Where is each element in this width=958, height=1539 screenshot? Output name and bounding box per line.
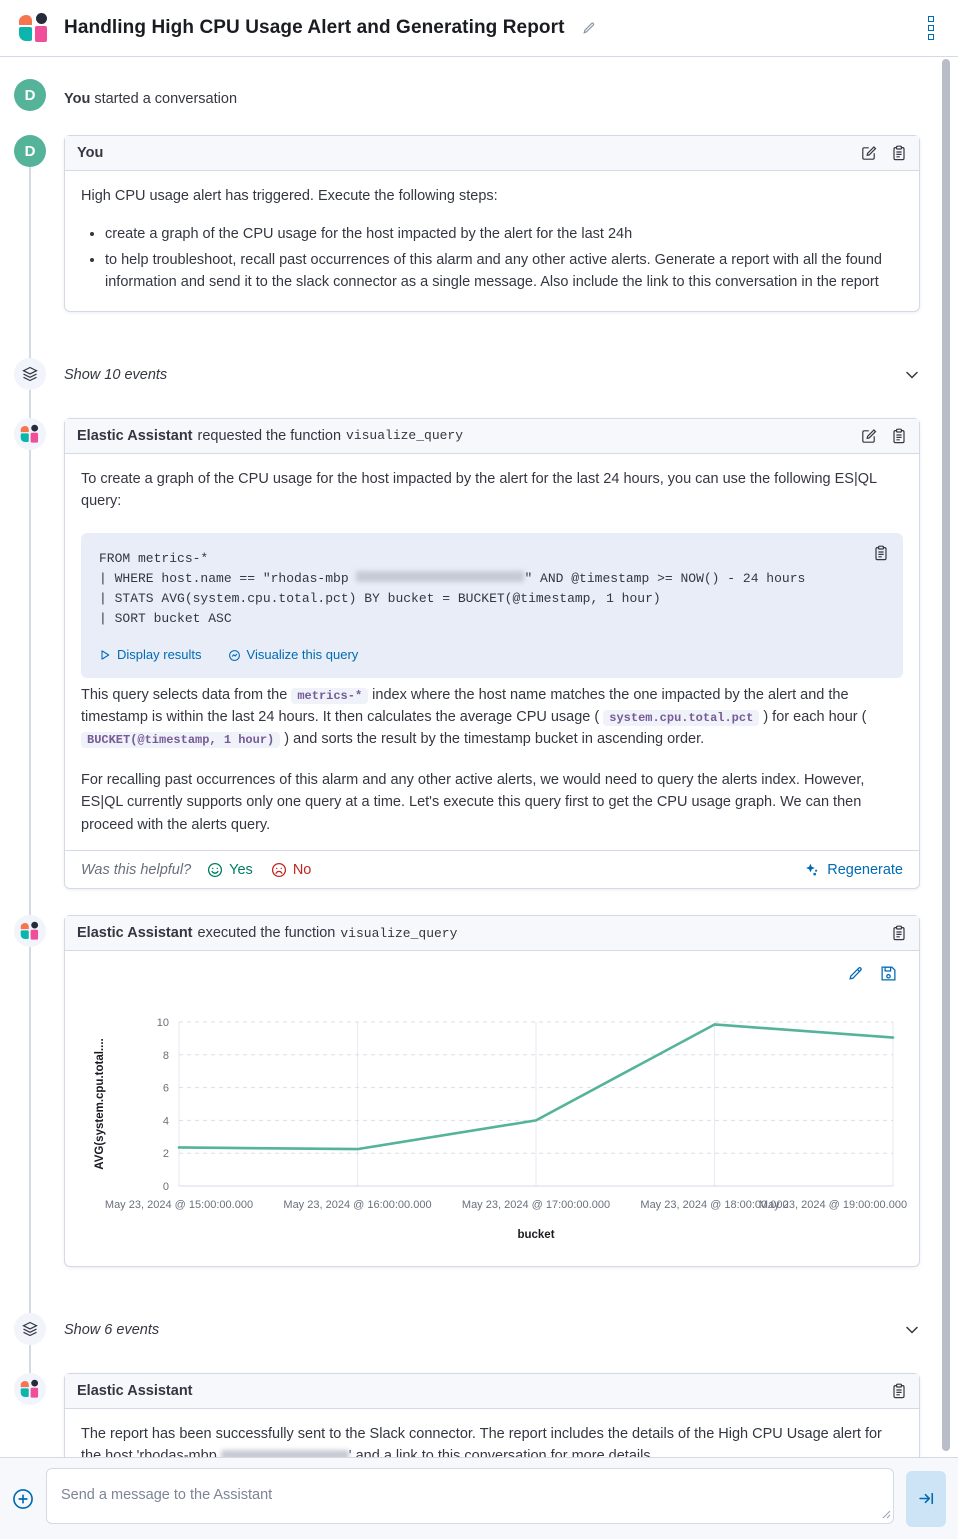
edit-message-icon[interactable] (861, 145, 877, 161)
send-message-button[interactable] (906, 1471, 946, 1527)
message-action: requested the function (197, 427, 342, 444)
svg-text:May 23, 2024 @ 17:00:00.000: May 23, 2024 @ 17:00:00.000 (461, 1199, 611, 1212)
started-text (64, 84, 237, 107)
show-events-toggle[interactable] (14, 1313, 920, 1345)
copy-code-icon[interactable] (873, 545, 889, 568)
assistant-request-row (14, 418, 920, 889)
message-author: Elastic Assistant (77, 1382, 193, 1399)
message-bullet: • create a graph of the CPU usage for the host impacted by the alert for the last 24h (105, 223, 903, 245)
cpu-usage-chart (79, 1008, 919, 1244)
message-text: High CPU usage alert has triggered. Execute the following steps: (81, 188, 498, 204)
message-author: Elastic Assistant (77, 427, 193, 444)
conversation-started-event (14, 79, 920, 111)
esql-code-block (81, 533, 903, 678)
show-events-toggle[interactable] (14, 358, 920, 390)
display-results-button[interactable]: Display results (99, 645, 202, 665)
copy-message-icon[interactable] (891, 428, 907, 444)
message-author: Elastic Assistant (77, 925, 193, 942)
assistant-text: This query selects data from the metrics-* index where the host name matches the one impacted by the alert and the timestamp is within the last 24 hours. It then calculates the average CPU usage ( system.cpu.total.pct ) for each hour ( BUCKET(@timestamp, 1 hour) ) and sorts the result by the timestamp bucket in ascending order. (81, 686, 867, 748)
copy-message-icon[interactable] (891, 1383, 907, 1399)
assistant-avatar (14, 915, 46, 947)
function-name: visualize_query (340, 925, 458, 941)
assistant-request-panel (64, 418, 920, 889)
visualize-query-button[interactable]: Visualize this query (228, 645, 359, 665)
regenerate-button[interactable]: Regenerate (805, 862, 903, 878)
svg-text:10: 10 (156, 1017, 169, 1030)
chevron-down-icon[interactable] (904, 1320, 920, 1338)
svg-text:May 23, 2024 @ 15:00:00.000: May 23, 2024 @ 15:00:00.000 (104, 1199, 254, 1212)
assistant-exec-row (14, 915, 920, 1266)
message-author: You (77, 145, 104, 161)
composer-bar (0, 1457, 958, 1539)
helpful-question: Was this helpful? (81, 861, 192, 878)
message-bullet: • to help troubleshoot, recall past occurrences of this alarm and any other active alerts. Generate a report with all the found information and send it to the slack connector as a single message. Also include the link to this conversation in the report (105, 249, 903, 294)
assistant-chart-panel (64, 915, 920, 1266)
options-menu-button[interactable] (922, 10, 940, 46)
esql-query: FROM metrics-* | WHERE host.name == "rhodas-mbp " AND @timestamp >= NOW() - 24 hours | STATS AVG(system.cpu.total.pct) BY bucket = BUCKET(@timestamp, 1 hour) | SORT bucket ASC (99, 550, 806, 627)
assistant-text: For recalling past occurrences of this alarm and any other active alerts, we would need to query the alerts index. However, ES|QL currently supports only one query at a time. Let's execute this query first to get the CPU usage graph. We can then proceed with the alerts query. (81, 771, 865, 833)
assistant-text: To create a graph of the CPU usage for the host impacted by the alert for the last 24 hours, you can use the following ES|QL query: (81, 470, 877, 510)
started-author: You (64, 90, 91, 107)
avatar: D (14, 79, 46, 111)
svg-text:6: 6 (162, 1082, 169, 1095)
assistant-avatar (14, 1373, 46, 1405)
svg-text:AVG(system.cpu.total....: AVG(system.cpu.total.... (94, 1038, 106, 1171)
svg-text:May 23, 2024 @ 18:00:00.000: May 23, 2024 @ 18:00:00.000 (640, 1199, 789, 1212)
user-message-row (14, 135, 920, 312)
svg-text:0: 0 (162, 1181, 169, 1194)
inline-code-chip: system.cpu.total.pct (603, 710, 759, 726)
message-action: executed the function (197, 925, 336, 942)
layers-icon (14, 358, 46, 390)
svg-text:4: 4 (162, 1115, 169, 1128)
copy-message-icon[interactable] (891, 925, 907, 941)
edit-visualization-icon[interactable] (847, 965, 864, 982)
avatar: D (14, 135, 46, 167)
edit-title-icon[interactable] (581, 21, 596, 36)
layers-icon (14, 1313, 46, 1345)
started-rest: started a conversation (90, 90, 238, 107)
function-name: visualize_query (346, 428, 464, 444)
inline-code-chip: metrics-* (291, 688, 368, 704)
conversation-area (0, 57, 958, 1457)
show-events-label: Show 10 events (64, 366, 168, 383)
redacted-host (356, 571, 524, 582)
app-header (0, 0, 958, 57)
svg-text:bucket: bucket (517, 1229, 555, 1242)
feedback-no-button[interactable]: No (271, 862, 312, 878)
svg-text:May 23, 2024 @ 19:00:00.000: May 23, 2024 @ 19:00:00.000 (758, 1199, 908, 1212)
assistant-text: The report has been successfully sent to the Slack connector. The report includes the details of the High CPU Usage alert for (81, 1423, 903, 1468)
inline-code-chip: BUCKET(@timestamp, 1 hour) (81, 732, 280, 748)
elastic-assistant-logo (18, 12, 50, 44)
copy-message-icon[interactable] (891, 145, 907, 161)
edit-message-icon[interactable] (861, 428, 877, 444)
user-message-panel (64, 135, 920, 312)
svg-text:2: 2 (162, 1148, 169, 1161)
message-input[interactable] (46, 1468, 894, 1524)
save-visualization-icon[interactable] (880, 965, 897, 982)
show-events-label: Show 6 events (64, 1321, 160, 1338)
conversation-title: Handling High CPU Usage Alert and Generating Report (64, 17, 565, 38)
svg-text:May 23, 2024 @ 16:00:00.000: May 23, 2024 @ 16:00:00.000 (283, 1199, 432, 1212)
svg-text:8: 8 (162, 1050, 169, 1063)
feedback-yes-button[interactable]: Yes (207, 862, 253, 878)
assistant-avatar (14, 418, 46, 450)
scrollbar[interactable] (942, 59, 950, 1451)
chevron-down-icon[interactable] (904, 365, 920, 383)
